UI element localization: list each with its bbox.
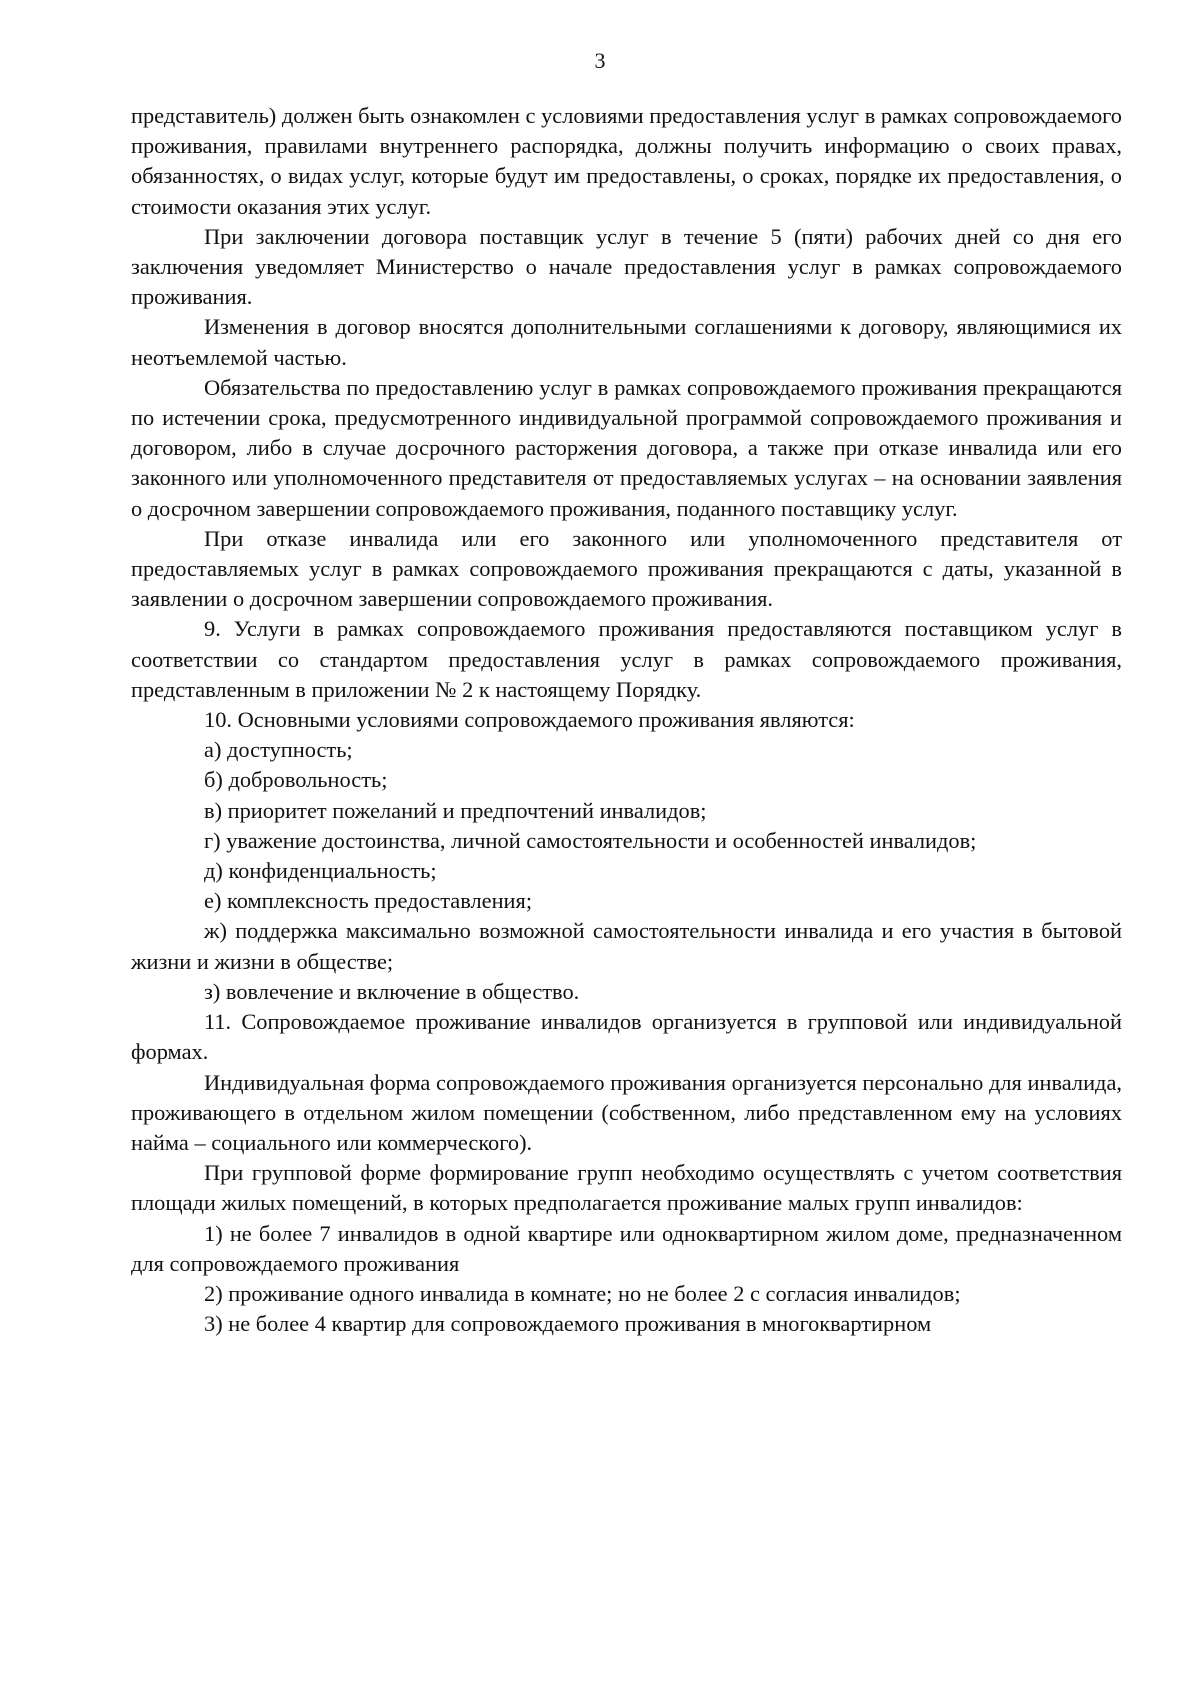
paragraph-contract-amendments: Изменения в договор вносятся дополнительными соглашениями к договору, являющимися их неотъемлемой частью.	[131, 314, 1122, 370]
list-item-z: з) вовлечение и включение в общество.	[204, 978, 580, 1004]
list-item-g: г) уважение достоинства, личной самостоятельности и особенностей инвалидов;	[204, 827, 977, 853]
paragraph-group-form: При групповой форме формирование групп необходимо осуществлять с учетом соответствия площади жилых помещений, в которых предполагается проживание малых групп инвалидов:	[131, 1160, 1122, 1216]
page-number: 3	[594, 48, 606, 73]
group-item-2: 2) проживание одного инвалида в комнате; но не более 2 с согласия инвалидов;	[204, 1280, 961, 1306]
paragraph-contract-notification: При заключении договора поставщик услуг в течение 5 (пяти) рабочих дней со дня его заключения уведомляет Министерство о начале предоставления услуг в рамках сопровождаемого проживания.	[131, 223, 1122, 310]
list-item-zh: ж) поддержка максимально возможной самостоятельности инвалида и его участия в бытовой жизни и жизни в обществе;	[131, 918, 1122, 974]
group-item-3: 3) не более 4 квартир для сопровождаемого проживания в многоквартирном	[204, 1311, 932, 1337]
list-item-b: б) добровольность;	[204, 767, 388, 793]
document-body	[131, 101, 1122, 1339]
paragraph-obligations-termination: Обязательства по предоставлению услуг в рамках сопровождаемого проживания прекращаются по истечении срока, предусмотренного индивидуальной программой сопровождаемого проживания и договором, либо в случае досрочного расторжения договора, а также при отказе инвалида или его законного или уполномоченного представителя от предоставляемых услугах – на основании заявления о досрочном завершении сопровождаемого проживания, поданного поставщику услуг.	[131, 374, 1122, 521]
clause-11: 11. Сопровождаемое проживание инвалидов организуется в групповой или индивидуальной формах.	[131, 1009, 1122, 1065]
clause-10-heading: 10. Основными условиями сопровождаемого проживания являются:	[204, 707, 855, 733]
paragraph-refusal-of-services: При отказе инвалида или его законного или уполномоченного представителя от предоставляемых услуг в рамках сопровождаемого проживания прекращаются с даты, указанной в заявлении о досрочном завершении сопровождаемого проживания.	[131, 525, 1122, 612]
paragraph-individual-form: Индивидуальная форма сопровождаемого проживания организуется персонально для инвалида, проживающего в отдельном жилом помещении (собственном, либо представленном ему на условиях найма – социального или коммерческого).	[131, 1069, 1122, 1155]
list-item-a: а) доступность;	[204, 737, 353, 763]
list-item-v: в) приоритет пожеланий и предпочтений инвалидов;	[204, 797, 707, 823]
group-item-1: 1) не более 7 инвалидов в одной квартире или одноквартирном жилом доме, предназначенном для сопровождаемого проживания	[131, 1220, 1122, 1276]
list-item-e: е) комплексность предоставления;	[204, 888, 533, 914]
list-item-d: д) конфиденциальность;	[204, 858, 437, 884]
paragraph-continuation-representative: представитель) должен быть ознакомлен с условиями предоставления услуг в рамках сопровождаемого проживания, правилами внутреннего распорядка, должны получить информацию о своих правах, обязанностях, о видах услуг, которые будут им предоставлены, о сроках, порядке их предоставления, о стоимости оказания этих услуг.	[131, 103, 1122, 219]
clause-9: 9. Услуги в рамках сопровождаемого проживания предоставляются поставщиком услуг в соответствии со стандартом предоставления услуг в рамках сопровождаемого проживания, представленным в приложении № 2 к настоящему Порядку.	[131, 616, 1122, 702]
